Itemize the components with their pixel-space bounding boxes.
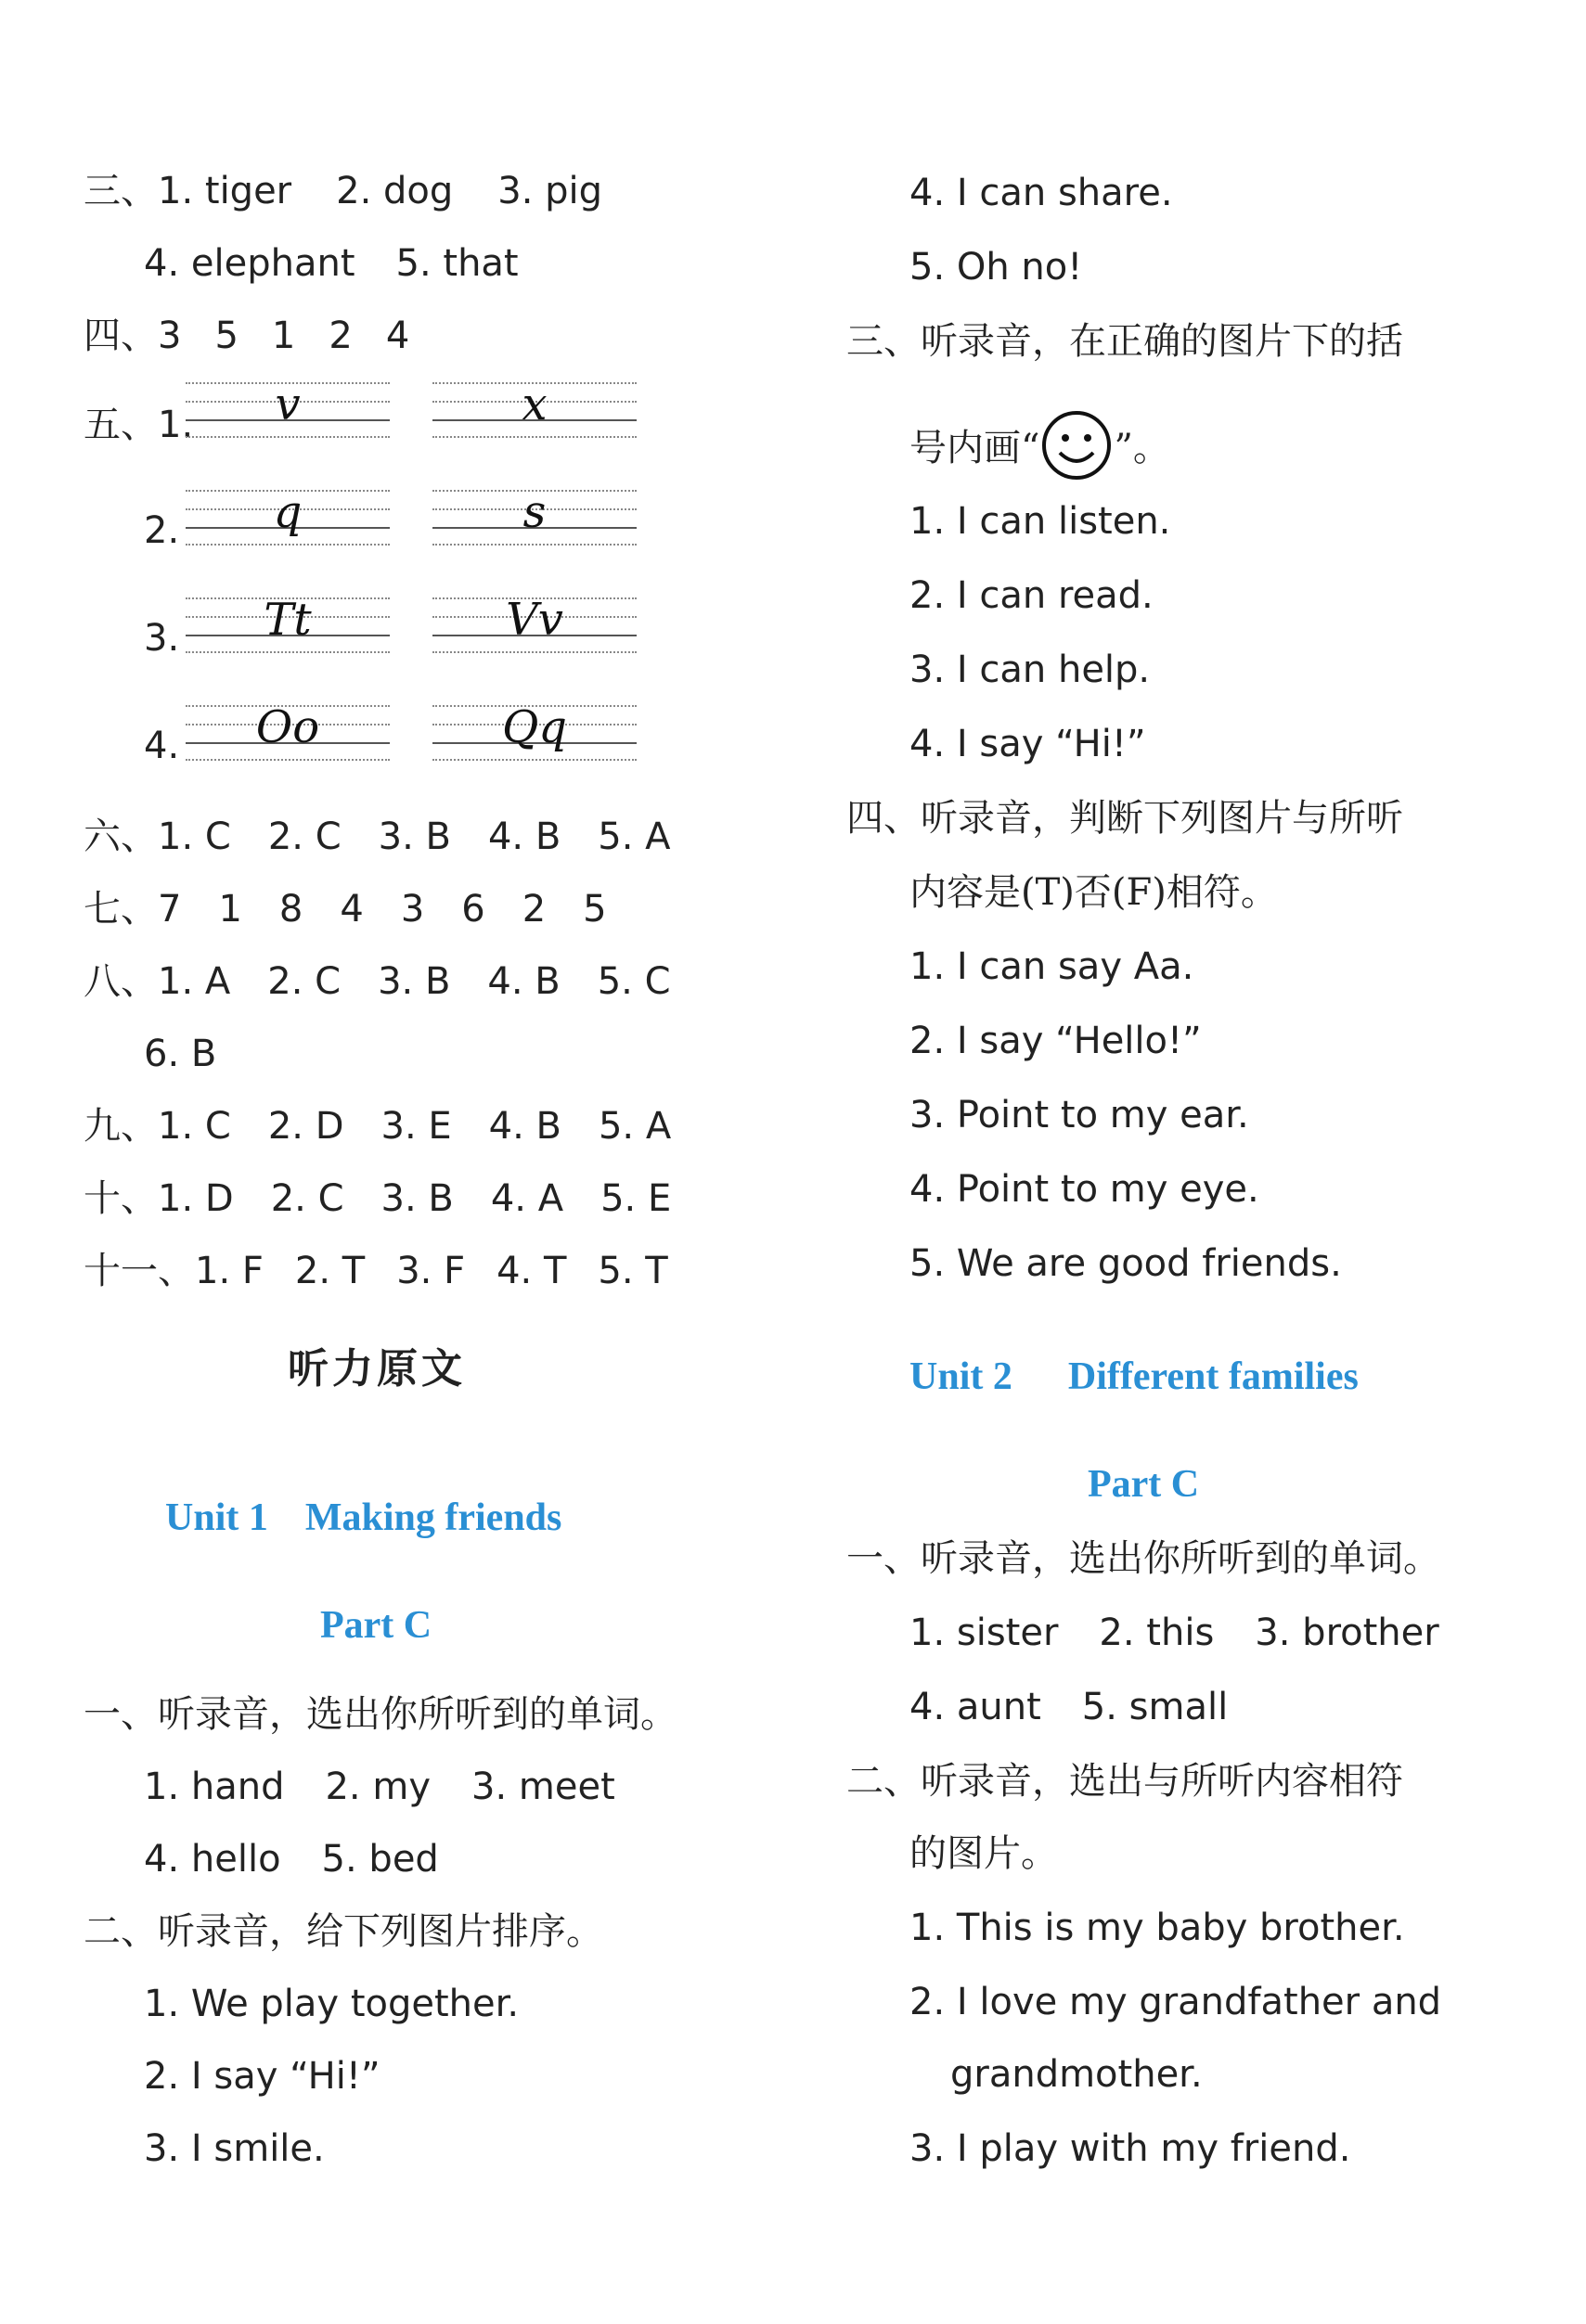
handwritten-letter: Qq [501,701,568,753]
writing-grid [432,486,637,544]
word-item: 5. small [1081,1686,1229,1728]
question-2-title-cont: 的图片。 [909,1832,1058,1875]
unit-number: Unit 1 [165,1496,268,1539]
script-line: 5. We are good friends. [909,1242,1342,1285]
writing-grid [186,379,390,436]
question-1-words-cont [144,1837,439,1881]
section-label: 十、 [84,1177,158,1220]
unit-1-heading [165,1496,561,1540]
answer-item: 1. F [195,1250,264,1292]
answer-section-5-row-3 [144,616,179,661]
question-4-title: 四、听录音，判断下列图片与所听 [846,797,1403,840]
section-label: 五、 [84,404,158,446]
row-number: 3. [144,617,180,660]
title-text: ”。 [1114,426,1170,469]
answer-item: 4. T [496,1250,567,1292]
answer-item: 5. A [598,815,671,858]
answer-item: 5. that [395,242,519,285]
unit-1-part-heading: Part C [320,1604,432,1647]
question-1-title: 一、听录音，选出你所听到的单词。 [846,1537,1440,1580]
script-line: 4. I say “Hi!” [909,723,1146,765]
answer-section-7 [84,887,607,931]
script-line: 1. I can listen. [909,500,1171,543]
smiley-face-icon [1039,408,1114,493]
handwritten-letter: x [522,379,548,430]
script-line: grandmother. [950,2053,1203,2096]
answer-section-8-cont [144,1032,216,1076]
script-line: 3. I smile. [144,2127,325,2170]
word-item: 2. my [325,1765,431,1808]
answer-section-6 [84,815,671,859]
answer-section-11 [84,1249,668,1293]
word-item: 1. hand [144,1765,285,1808]
answer-item: 1. tiger [158,170,292,212]
section-label: 十一、 [84,1250,195,1292]
question-1-words [909,1611,1439,1655]
row-number: 4. [144,725,180,767]
word-item: 3. meet [471,1765,615,1808]
unit-name: Different families [1067,1355,1359,1398]
word-item: 1. sister [909,1611,1059,1654]
writing-grid [432,594,637,651]
writing-grid [186,701,390,759]
question-4-title-cont: 内容是(T)否(F)相符。 [909,871,1278,914]
answer-item: 1. C [158,815,231,858]
answer-item: 5. C [597,960,671,1003]
answer-value: 1 [271,315,296,357]
answer-value: 4 [385,315,410,357]
script-line: 1. I can say Aa. [909,945,1194,988]
answer-value: 3 [400,888,425,931]
answer-value: 1 [218,888,242,931]
writing-grid [432,379,637,436]
answer-item: 1. C [158,1105,231,1148]
word-item: 4. aunt [909,1686,1041,1728]
answer-item: 3. F [396,1250,466,1292]
answer-value: 2 [329,315,353,357]
answer-item: 6. B [144,1033,217,1075]
answer-value: 2 [522,888,547,931]
answer-section-9 [84,1104,671,1149]
question-3-title-cont [909,408,1170,493]
answer-value: 7 [158,888,182,931]
word-item: 4. hello [144,1838,281,1881]
answer-item: 4. A [490,1177,564,1220]
question-3-title: 三、听录音，在正确的图片下的括 [846,320,1403,363]
answer-value: 5 [214,315,239,357]
handwritten-letter: Oo [255,701,320,753]
answer-item: 3. B [378,960,451,1003]
question-1-words-cont [909,1685,1228,1729]
answer-value: 5 [583,888,607,931]
script-line: 2. I say “Hello!” [909,1020,1202,1062]
word-item: 3. brother [1255,1611,1439,1654]
answer-section-5-row-2 [144,508,179,553]
handwritten-letter: s [522,486,547,538]
row-number: 1. [158,404,194,446]
answer-item: 5. E [600,1177,672,1220]
handwritten-letter: Tt [264,594,312,646]
answer-section-5-label [84,403,193,447]
section-label: 三、 [84,170,158,212]
question-2-title: 二、听录音，给下列图片排序。 [84,1910,603,1953]
script-line: 3. Point to my ear. [909,1094,1249,1136]
answer-item: 3. E [380,1105,452,1148]
script-line: 1. This is my baby brother. [909,1907,1405,1949]
handwritten-letter: v [275,379,301,430]
unit-2-heading [909,1355,1359,1399]
answer-section-4 [84,314,409,358]
script-line: 1. We play together. [144,1983,520,2025]
answer-item: 4. B [487,960,561,1003]
answer-item: 2. dog [336,170,454,212]
handwritten-letter: Vv [506,594,563,646]
row-number: 2. [144,509,180,552]
answer-section-3-cont [144,241,519,286]
section-label: 六、 [84,815,158,858]
script-line: 2. I can read. [909,574,1154,617]
answer-item: 1. D [158,1177,234,1220]
question-1-title: 一、听录音，选出你所听到的单词。 [84,1693,677,1736]
question-2-title: 二、听录音，选出与所听内容相符 [846,1760,1403,1803]
writing-grid [432,701,637,759]
writing-grid [186,486,390,544]
answer-item: 1. A [158,960,231,1003]
writing-grid [186,594,390,651]
answer-section-3 [84,169,602,213]
script-line: 3. I can help. [909,648,1151,691]
answer-item: 4. elephant [144,242,355,285]
answer-value: 4 [340,888,364,931]
answer-item: 2. C [267,815,342,858]
script-line: 2. I love my grandfather and [909,1981,1442,2023]
answer-item: 2. D [267,1105,344,1148]
unit-number: Unit 2 [909,1355,1012,1398]
answer-item: 3. B [378,815,451,858]
answer-item: 5. A [598,1105,672,1148]
answer-value: 3 [158,315,182,357]
answer-value: 6 [461,888,485,931]
answer-item: 2. T [294,1250,366,1292]
answer-item: 2. C [267,960,342,1003]
listening-script-title: 听力原文 [288,1345,466,1393]
section-label: 八、 [84,960,158,1003]
script-line: 2. I say “Hi!” [144,2055,380,2098]
answer-item: 4. B [488,1105,561,1148]
answer-section-8 [84,959,671,1004]
answer-section-5-row-4 [144,724,179,768]
answer-item: 5. T [598,1250,668,1292]
title-text: 号内画“ [909,426,1040,469]
answer-section-10 [84,1176,671,1221]
section-label: 四、 [84,315,158,357]
handwritten-letter: q [273,486,303,538]
word-item: 5. bed [321,1838,439,1881]
answer-item: 4. B [487,815,561,858]
word-item: 2. this [1099,1611,1215,1654]
answer-item: 2. C [270,1177,344,1220]
section-label: 九、 [84,1105,158,1148]
script-line: 4. Point to my eye. [909,1168,1259,1211]
unit-2-part-heading: Part C [1088,1463,1200,1506]
script-line: 5. Oh no! [909,246,1083,289]
script-line: 4. I can share. [909,172,1173,214]
answer-item: 3. B [380,1177,454,1220]
answer-item: 3. pig [497,170,603,212]
answer-value: 8 [278,888,303,931]
section-label: 七、 [84,888,158,931]
question-1-words [144,1765,615,1809]
script-line: 3. I play with my friend. [909,2127,1351,2170]
unit-name: Making friends [304,1496,562,1539]
